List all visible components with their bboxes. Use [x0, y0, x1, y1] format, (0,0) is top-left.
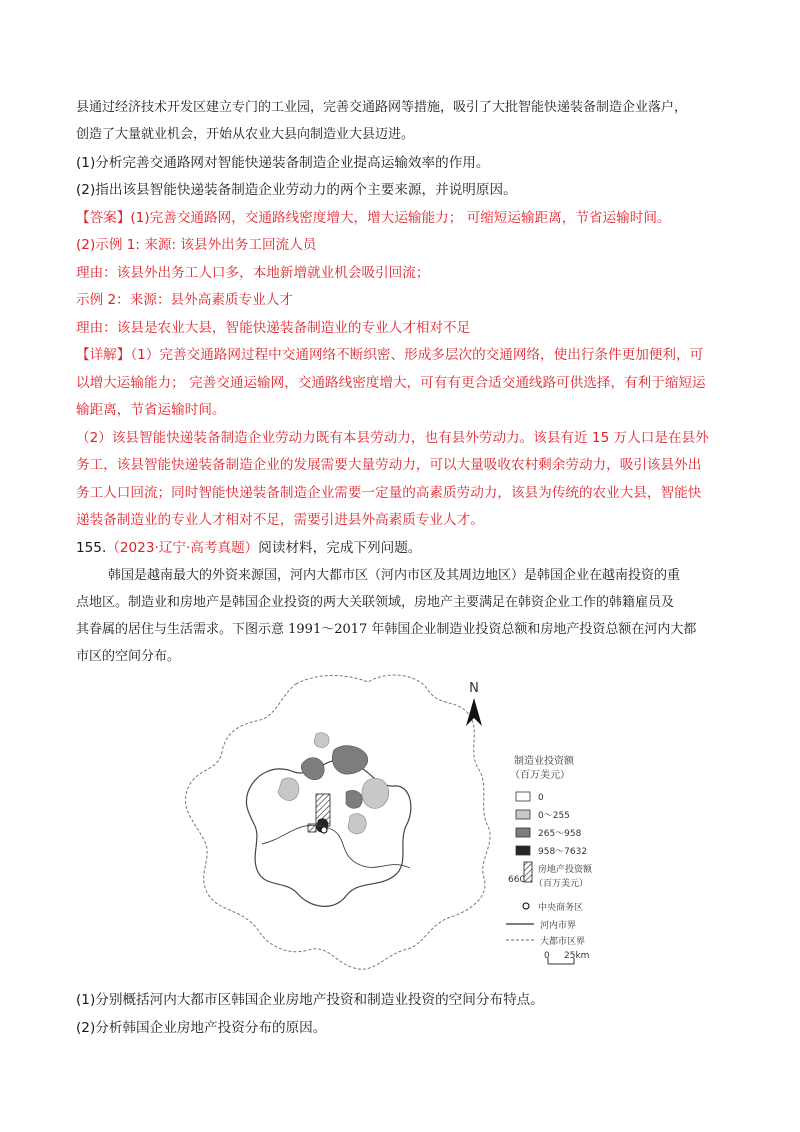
scale-bar — [544, 951, 589, 964]
material-line-2: 点地区。制造业和房地产是韩国企业投资的两大关联领域，房地产主要满足在韩资企业工作的韩籍雇员及 — [76, 595, 675, 610]
legend-title-2: （百万美元） — [510, 770, 570, 781]
district-light-gray-1 — [362, 778, 389, 808]
question-155-2: (2)分析韩国企业房地产投资分布的原因。 — [76, 1020, 327, 1036]
answer-line-5: 理由：该县是农业大县，智能快递装备制造业的专业人才相对不足 — [76, 320, 471, 336]
legend-realestate-label-1: 房地产投资额 — [538, 865, 593, 875]
legend-realestate-bar — [524, 862, 532, 882]
detail-line-3: 输距离，节省运输时间。 — [76, 402, 226, 418]
material-line-1: 韩国是越南最大的外资来源国，河内大都市区（河内市区及其周边地区）是韩国企业在越南投资的重 — [108, 568, 681, 583]
hanoi-city-boundary — [246, 760, 410, 907]
answer-line-2: (2)示例 1: 来源: 该县外出务工回流人员 — [76, 237, 317, 253]
detail-line-7: 递装备制造业的专业人才相对不足，需要引进县外高素质专业人才。 — [76, 512, 484, 528]
hanoi-investment-map — [178, 668, 640, 986]
district-dark-gray-1 — [332, 746, 368, 775]
question-source: （2023·辽宁·高考真题） — [106, 540, 259, 556]
legend-label-3: 958～7632 — [538, 847, 588, 857]
question-154-2: (2)指出该县智能快递装备制造企业劳动力的两个主要来源，并说明原因。 — [76, 182, 517, 198]
legend-swatch-3 — [516, 846, 530, 855]
answer-line-3: 理由：该县外出务工人口多，本地新增就业机会吸引回流； — [76, 265, 430, 281]
north-arrow-icon — [466, 698, 482, 726]
detail-line-2: 以增大运输能力； 完善交通运输网，交通路线密度增大，可有有更合适交通线路可供选择，有利于缩短运 — [76, 375, 706, 391]
legend-city-boundary-label: 河内市界 — [540, 921, 577, 931]
district-light-gray-3 — [348, 814, 366, 834]
question-154-1: (1)分析完善交通路网对智能快递装备制造企业提高运输效率的作用。 — [76, 155, 490, 171]
legend-swatch-2 — [516, 828, 530, 837]
metro-area-boundary — [185, 675, 490, 969]
detail-line-5: 务工，该县智能快递装备制造企业的发展需要大量劳动力，可以大量吸收农村剩余劳动力，吸引该县外出 — [76, 457, 702, 473]
answer-line-1: 【答案】(1)完善交通路网，交通路线密度增大，增大运输能力； 可缩短运输距离，节省运输时间。 — [76, 210, 671, 226]
district-dark-gray-2 — [301, 758, 324, 780]
legend-title-1: 制造业投资额 — [514, 756, 574, 767]
material-line-4: 市区的空间分布。 — [76, 649, 181, 664]
red-river — [262, 825, 410, 868]
legend-swatch-1 — [516, 810, 530, 819]
district-dark-gray-3 — [346, 790, 362, 808]
north-arrow — [466, 681, 482, 726]
north-label: N — [469, 681, 479, 696]
material-line-3: 其眷属的居住与生活需求。下图示意 1991～2017 年韩国企业制造业投资总额和房地产投资总额在河内大都 — [76, 622, 697, 637]
answer-line-4: 示例 2：来源：县外高素质专业人才 — [76, 292, 293, 308]
realestate-bar-main — [316, 794, 330, 826]
question-155-1: (1)分别概括河内大都市区韩国企业房地产投资和制造业投资的空间分布特点。 — [76, 992, 544, 1008]
legend-realestate-label-2: （百万美元） — [534, 879, 589, 889]
central-business-district-marker — [321, 827, 327, 833]
detail-line-1: 【详解】（1）完善交通路网过程中交通网络不断织密、形成多层次的交通网络，使出行条件更加便利，可 — [76, 347, 704, 363]
legend-cbd-label: 中央商务区 — [538, 903, 584, 913]
intro-line-1: 县通过经济技术开发区建立专门的工业园，完善交通路网等措施，吸引了大批智能快递装备制造企业落户， — [76, 100, 688, 115]
legend-label-0: 0 — [538, 793, 544, 803]
district-light-gray-4 — [314, 733, 329, 748]
scale-25km: 25km — [564, 951, 590, 961]
legend-label-1: 0～255 — [538, 811, 570, 821]
detail-line-6: 务工人口回流；同时智能快递装备制造企业需要一定量的高素质劳动力，该县为传统的农业大县，智能快 — [76, 485, 702, 501]
question-prompt: 阅读材料，完成下列问题。 — [258, 540, 422, 556]
intro-line-2: 创造了大量就业机会，开始从农业大县向制造业大县迈进。 — [76, 127, 415, 142]
detail-line-4: （2）该县智能快递装备制造企业劳动力既有本县劳动力，也有县外劳动力。该县有近 15 万人口是在县外 — [76, 430, 709, 446]
legend-label-2: 265～958 — [538, 829, 582, 839]
legend-metro-boundary-label: 大都市区界 — [540, 937, 586, 947]
legend-cbd-icon — [523, 903, 529, 909]
scale-zero: 0 — [544, 951, 550, 961]
legend-swatch-0 — [516, 792, 530, 801]
question-number: 155. — [76, 540, 107, 556]
legend-realestate-value: 660 — [508, 875, 526, 885]
district-light-gray-2 — [278, 778, 299, 801]
question-155-header — [76, 538, 421, 558]
